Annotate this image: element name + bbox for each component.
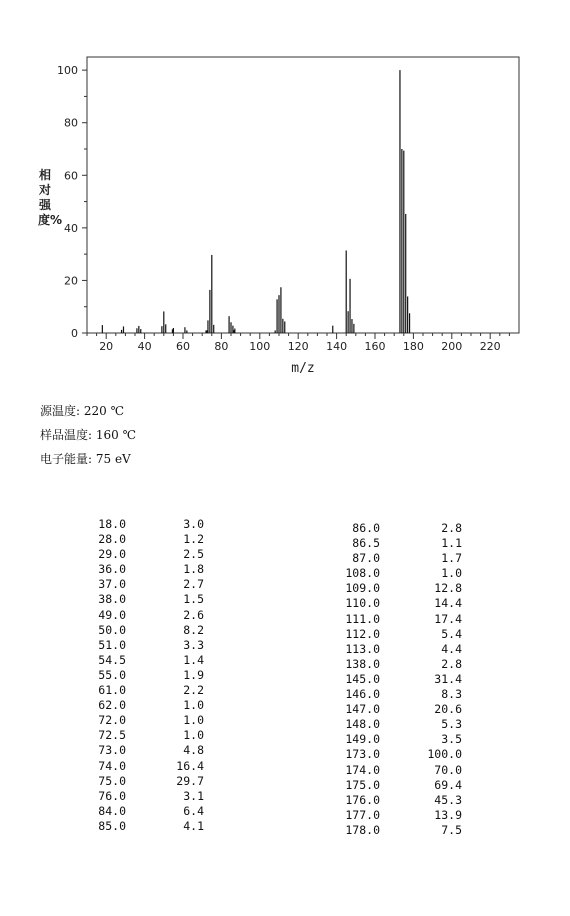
intensity-value: 4.8 [183, 743, 204, 758]
y-axis-label: 相对强度% [38, 168, 63, 227]
table-row [60, 804, 204, 819]
source-temperature [40, 402, 124, 419]
intensity-value: 3.0 [183, 517, 204, 531]
x-tick-label: 100 [249, 340, 271, 353]
table-row [60, 819, 204, 834]
mz-value: 112.0 [345, 626, 380, 641]
table-row [60, 623, 204, 638]
mz-value: 51.0 [98, 637, 126, 652]
intensity-value: 3.1 [183, 788, 204, 803]
intensity-value: 1.2 [183, 532, 204, 547]
table-row [318, 642, 462, 657]
mz-value: 50.0 [98, 622, 126, 637]
intensity-value: 1.0 [441, 566, 462, 581]
mz-value: 29.0 [98, 547, 126, 562]
mz-value: 149.0 [345, 732, 380, 747]
mz-value: 76.0 [98, 788, 126, 803]
table-row [318, 612, 462, 627]
y-tick-label: 60 [64, 169, 78, 183]
x-axis [87, 333, 509, 353]
mz-value: 86.5 [352, 536, 380, 551]
table-row [60, 608, 204, 623]
table-row [60, 577, 204, 592]
table-row [60, 789, 204, 804]
intensity-value: 7.5 [441, 822, 462, 837]
mz-value: 72.5 [98, 728, 126, 743]
x-axis-label: m/z [291, 361, 315, 376]
mz-value: 86.0 [352, 521, 380, 535]
mz-value: 28.0 [98, 532, 126, 547]
mz-value: 175.0 [345, 777, 380, 792]
intensity-value: 1.0 [183, 698, 204, 713]
intensity-value: 1.0 [183, 713, 204, 728]
table-row [318, 808, 462, 823]
x-tick-label: 160 [364, 340, 386, 353]
table-row [60, 532, 204, 547]
plot-frame [87, 57, 519, 333]
mz-value: 177.0 [345, 807, 380, 822]
table-row [60, 562, 204, 577]
peak-table-right [318, 521, 462, 838]
electron-energy-label: 电子能量: [40, 452, 93, 466]
table-row [60, 728, 204, 743]
mz-value: 178.0 [345, 822, 380, 837]
x-tick-label: 140 [326, 340, 348, 353]
table-row [318, 823, 462, 838]
table-row [318, 793, 462, 808]
table-row [60, 713, 204, 728]
mz-value: 37.0 [98, 577, 126, 592]
sample-temperature-label: 样品温度: [40, 428, 93, 442]
mz-value: 72.0 [98, 713, 126, 728]
intensity-value: 1.9 [183, 667, 204, 682]
mass-spectrum-chart [0, 0, 570, 380]
sample-temperature-value: 160 ℃ [95, 428, 137, 442]
table-row [318, 566, 462, 581]
intensity-value: 1.4 [183, 652, 204, 667]
x-tick-label: 200 [441, 340, 463, 353]
intensity-value: 5.4 [441, 626, 462, 641]
mz-value: 18.0 [98, 517, 126, 531]
mz-value: 174.0 [345, 762, 380, 777]
mz-value: 55.0 [98, 667, 126, 682]
intensity-value: 8.3 [441, 687, 462, 702]
table-row [318, 521, 462, 536]
intensity-value: 5.3 [441, 717, 462, 732]
intensity-value: 12.8 [434, 581, 462, 596]
intensity-value: 17.4 [434, 611, 462, 626]
x-tick-label: 40 [137, 340, 152, 353]
intensity-value: 16.4 [176, 758, 204, 773]
table-row [318, 581, 462, 596]
intensity-value: 1.0 [183, 728, 204, 743]
mz-value: 74.0 [98, 758, 126, 773]
intensity-value: 14.4 [434, 596, 462, 611]
table-row [318, 763, 462, 778]
intensity-value: 45.3 [434, 792, 462, 807]
electron-energy [40, 450, 131, 467]
intensity-value: 6.4 [183, 803, 204, 818]
intensity-value: 69.4 [434, 777, 462, 792]
intensity-value: 4.1 [183, 818, 204, 833]
x-tick-label: 120 [287, 340, 309, 353]
mz-value: 54.5 [98, 652, 126, 667]
mz-value: 109.0 [345, 581, 380, 596]
y-tick-label: 20 [64, 274, 78, 288]
mz-value: 87.0 [352, 551, 380, 566]
table-row [318, 657, 462, 672]
table-row [318, 627, 462, 642]
y-tick-label: 80 [64, 116, 78, 130]
mz-value: 110.0 [345, 596, 380, 611]
x-tick-label: 220 [479, 340, 501, 353]
intensity-value: 4.4 [441, 641, 462, 656]
mz-value: 146.0 [345, 687, 380, 702]
mz-value: 173.0 [345, 747, 380, 762]
table-row [60, 759, 204, 774]
intensity-value: 2.5 [183, 547, 204, 562]
intensity-value: 1.1 [441, 536, 462, 551]
x-tick-label: 60 [176, 340, 190, 353]
mz-value: 62.0 [98, 698, 126, 713]
mz-value: 73.0 [98, 743, 126, 758]
intensity-value: 2.2 [183, 683, 204, 698]
electron-energy-value: 75 eV [95, 452, 131, 466]
intensity-value: 31.4 [434, 671, 462, 686]
table-row [60, 592, 204, 607]
mz-value: 84.0 [98, 803, 126, 818]
mz-value: 108.0 [345, 566, 380, 581]
table-row [318, 672, 462, 687]
intensity-value: 3.5 [441, 732, 462, 747]
y-tick-label: 100 [57, 64, 78, 78]
source-temperature-value: 220 ℃ [83, 404, 125, 418]
mz-value: 147.0 [345, 702, 380, 717]
table-row [60, 517, 204, 532]
intensity-value: 2.8 [441, 521, 462, 535]
intensity-value: 70.0 [434, 762, 462, 777]
mz-value: 111.0 [345, 611, 380, 626]
intensity-value: 2.6 [183, 607, 204, 622]
intensity-value: 2.7 [183, 577, 204, 592]
x-tick-label: 80 [214, 340, 229, 353]
intensity-value: 2.8 [441, 656, 462, 671]
peak-table-left [60, 517, 204, 834]
mz-value: 145.0 [345, 671, 380, 686]
mz-value: 49.0 [98, 607, 126, 622]
table-row [60, 547, 204, 562]
intensity-value: 1.7 [441, 551, 462, 566]
mz-value: 148.0 [345, 717, 380, 732]
table-row [318, 747, 462, 762]
table-row [60, 698, 204, 713]
table-row [318, 732, 462, 747]
mz-value: 85.0 [98, 818, 126, 833]
table-row [60, 638, 204, 653]
table-row [318, 702, 462, 717]
mz-value: 36.0 [98, 562, 126, 577]
y-axis [57, 64, 87, 340]
intensity-value: 3.3 [183, 637, 204, 652]
table-row [318, 778, 462, 793]
intensity-value: 8.2 [183, 622, 204, 637]
intensity-value: 100.0 [427, 747, 462, 762]
sample-temperature [40, 426, 136, 443]
source-temperature-label: 源温度: [40, 404, 81, 418]
intensity-value: 1.8 [183, 562, 204, 577]
table-row [60, 683, 204, 698]
intensity-value: 1.5 [183, 592, 204, 607]
table-row [318, 596, 462, 611]
mz-value: 113.0 [345, 641, 380, 656]
mz-value: 138.0 [345, 656, 380, 671]
table-row [318, 551, 462, 566]
mz-value: 61.0 [98, 683, 126, 698]
y-tick-label: 40 [64, 221, 78, 235]
mz-value: 176.0 [345, 792, 380, 807]
intensity-value: 29.7 [176, 773, 204, 788]
table-row [60, 774, 204, 789]
x-tick-label: 180 [402, 340, 424, 353]
mz-value: 38.0 [98, 592, 126, 607]
table-row [60, 668, 204, 683]
intensity-value: 20.6 [434, 702, 462, 717]
table-row [60, 743, 204, 758]
intensity-value: 13.9 [434, 807, 462, 822]
table-row [318, 687, 462, 702]
table-row [60, 653, 204, 668]
y-tick-label: 0 [71, 327, 78, 340]
x-tick-label: 20 [99, 340, 114, 353]
table-row [318, 717, 462, 732]
table-row [318, 536, 462, 551]
mz-value: 75.0 [98, 773, 126, 788]
spectrum-peaks [102, 70, 409, 333]
